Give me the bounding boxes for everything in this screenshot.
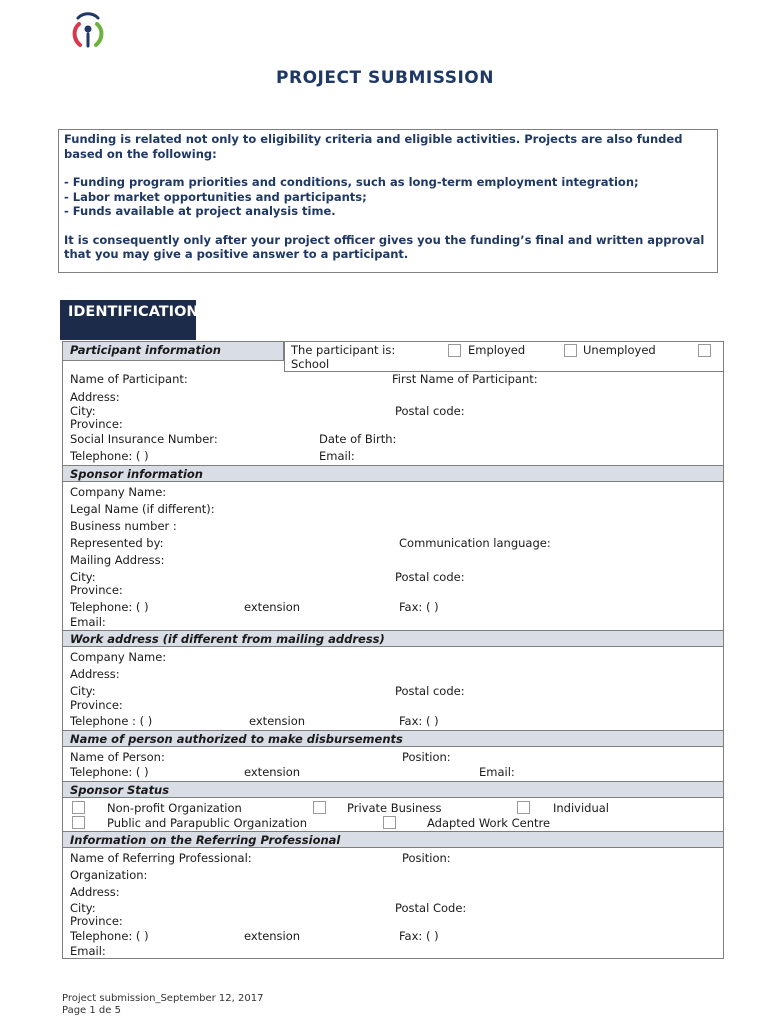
referring-city-field[interactable]: City:: [70, 901, 96, 915]
sponsor-postal-field[interactable]: Postal code:: [395, 570, 465, 584]
sponsor-language-field[interactable]: Communication language:: [399, 536, 551, 550]
work-fax-field[interactable]: Fax: ( ): [399, 714, 439, 728]
page-title: PROJECT SUBMISSION: [276, 68, 494, 88]
section-authorized-person: Name of person authorized to make disbursements: [63, 730, 723, 747]
participant-telephone-field[interactable]: Telephone: ( ): [70, 449, 149, 463]
referring-name-field[interactable]: Name of Referring Professional:: [70, 851, 252, 865]
referring-email-field[interactable]: Email:: [70, 944, 106, 958]
section-participant-information: Participant information: [63, 342, 284, 361]
authorized-position-field[interactable]: Position:: [402, 750, 451, 764]
referring-telephone-field[interactable]: Telephone: ( ): [70, 929, 149, 943]
participant-status-label: The participant is:: [291, 343, 396, 357]
participant-city-field[interactable]: City:: [70, 404, 96, 418]
referring-province-field[interactable]: Province:: [70, 914, 123, 928]
participant-address-field[interactable]: Address:: [70, 390, 120, 404]
notice-bullet: - Funds available at project analysis time.: [64, 204, 336, 218]
funding-notice: [58, 129, 718, 273]
adapted-work-centre-label: Adapted Work Centre: [427, 816, 551, 830]
participant-sin-field[interactable]: Social Insurance Number:: [70, 432, 218, 446]
participant-province-field[interactable]: Province:: [70, 417, 123, 431]
sponsor-extension-field[interactable]: extension: [244, 600, 301, 614]
notice-bullet: - Labor market opportunities and participants;: [64, 189, 367, 204]
sponsor-company-field[interactable]: Company Name:: [70, 485, 167, 499]
sponsor-email-field[interactable]: Email:: [70, 615, 106, 629]
work-company-field[interactable]: Company Name:: [70, 650, 167, 664]
identification-form: [62, 341, 724, 959]
page-footer: [62, 993, 263, 1017]
sponsor-legal-name-field[interactable]: Legal Name (if different):: [70, 502, 215, 516]
referring-address-field[interactable]: Address:: [70, 885, 120, 899]
private-business-label: Private Business: [347, 801, 442, 815]
work-province-field[interactable]: Province:: [70, 698, 123, 712]
private-business-checkbox[interactable]: [313, 801, 326, 814]
authorized-name-field[interactable]: Name of Person:: [70, 750, 165, 764]
sponsor-mailing-field[interactable]: Mailing Address:: [70, 553, 165, 567]
section-work-address: Work address (if different from mailing address): [63, 630, 723, 647]
work-telephone-field[interactable]: Telephone : ( ): [70, 714, 153, 728]
participant-name-field[interactable]: Name of Participant:: [70, 372, 188, 386]
participant-postal-field[interactable]: Postal code:: [395, 404, 465, 418]
footer-document-name: Project submission_September 12, 2017: [62, 993, 264, 1004]
section-sponsor-information: Sponsor information: [63, 465, 723, 482]
section-referring-professional: Information on the Referring Professional: [63, 831, 723, 848]
section-sponsor-status: Sponsor Status: [63, 781, 723, 798]
referring-organization-field[interactable]: Organization:: [70, 868, 148, 882]
nonprofit-checkbox[interactable]: [72, 801, 85, 814]
participant-email-field[interactable]: Email:: [319, 449, 355, 463]
work-address-field[interactable]: Address:: [70, 667, 120, 681]
sponsor-represented-field[interactable]: Represented by:: [70, 536, 164, 550]
unemployed-label: Unemployed: [583, 343, 656, 357]
authorized-email-field[interactable]: Email:: [479, 765, 515, 779]
sponsor-business-number-field[interactable]: Business number :: [70, 519, 177, 533]
nonprofit-label: Non-profit Organization: [107, 801, 242, 815]
individual-checkbox[interactable]: [517, 801, 530, 814]
school-checkbox[interactable]: [698, 344, 711, 357]
public-org-label: Public and Parapublic Organization: [107, 816, 307, 830]
referring-postal-field[interactable]: Postal Code:: [395, 901, 467, 915]
referring-fax-field[interactable]: Fax: ( ): [399, 929, 439, 943]
employed-checkbox[interactable]: [448, 344, 461, 357]
work-extension-field[interactable]: extension: [249, 714, 306, 728]
organization-logo: [66, 12, 110, 50]
notice-paragraph: It is consequently only after your project officer gives you the funding’s final and written approval that you may give a positive answer to a participant.: [64, 232, 705, 261]
referring-position-field[interactable]: Position:: [402, 851, 451, 865]
sponsor-city-field[interactable]: City:: [70, 570, 96, 584]
public-org-checkbox[interactable]: [72, 816, 85, 829]
notice-paragraph: Funding is related not only to eligibility criteria and eligible activities. Projects are also funded based on the following:: [64, 132, 683, 161]
referring-extension-field[interactable]: extension: [244, 929, 301, 943]
sponsor-province-field[interactable]: Province:: [70, 583, 123, 597]
sponsor-fax-field[interactable]: Fax: ( ): [399, 600, 439, 614]
individual-label: Individual: [553, 801, 610, 815]
sponsor-telephone-field[interactable]: Telephone: ( ): [70, 600, 149, 614]
work-postal-field[interactable]: Postal code:: [395, 684, 465, 698]
participant-first-name-field[interactable]: First Name of Participant:: [392, 372, 538, 386]
adapted-work-centre-checkbox[interactable]: [383, 816, 396, 829]
notice-bullet: - Funding program priorities and conditions, such as long-term employment integration;: [64, 175, 639, 189]
school-label: School: [291, 357, 330, 371]
unemployed-checkbox[interactable]: [564, 344, 577, 357]
authorized-telephone-field[interactable]: Telephone: ( ): [70, 765, 149, 779]
employed-label: Employed: [468, 343, 526, 357]
participant-dob-field[interactable]: Date of Birth:: [319, 432, 397, 446]
identification-heading: IDENTIFICATION: [60, 300, 196, 340]
footer-page-number: Page 1 de 5: [62, 1005, 121, 1016]
authorized-extension-field[interactable]: extension: [244, 765, 301, 779]
work-city-field[interactable]: City:: [70, 684, 96, 698]
